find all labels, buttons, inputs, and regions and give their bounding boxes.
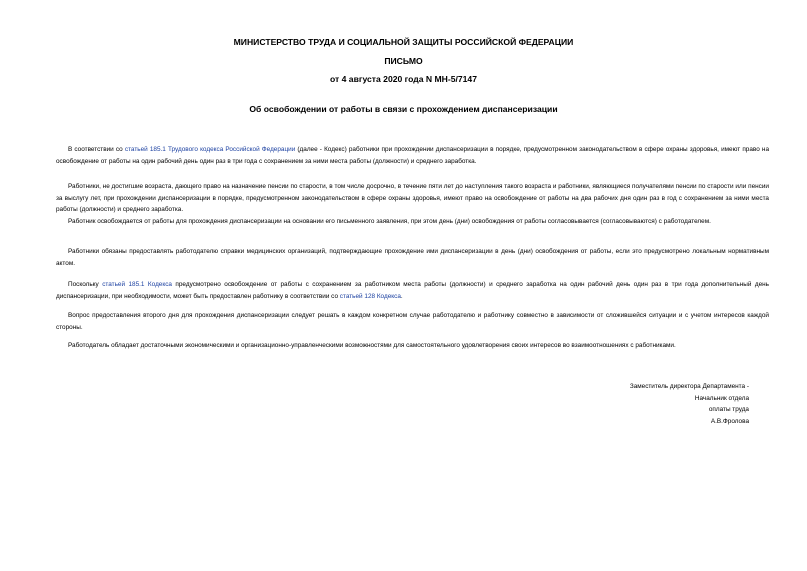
paragraph-5-text-end: . — [400, 292, 403, 300]
paragraph-1 — [56, 144, 769, 167]
signature-position-line-2: Начальник отдела — [694, 394, 749, 402]
document-type: ПИСЬМО — [384, 56, 423, 66]
paragraph-7-text: Работодатель обладает достаточными экономическими и организационно-управленческими возможностями для самостоятельного удовлетворения своих интересов во взаимоотношениях с работниками. — [68, 342, 676, 349]
paragraph-6-text: Вопрос предоставления второго дня для прохождения диспансеризации следует решать в каждом конкретном случае работодателю и работнику совместно в зависимости от сложившейся ситуации и с учетом интересов каждой стороны. — [56, 312, 769, 331]
signature-name: А.В.Фролова — [710, 417, 749, 425]
paragraph-4-text: Работники обязаны предоставлять работодателю справки медицинских организаций, подтверждающие прохождение ими диспансеризации в день (дни) освобождения от работы, если это предусмотрено локальным нормативным актом. — [56, 248, 769, 267]
signature-position-line-1: Заместитель директора Департамента - — [629, 383, 749, 390]
document-subject: Об освобождении от работы в связи с прохождением диспансеризации — [249, 104, 558, 114]
paragraph-4 — [56, 246, 769, 269]
paragraph-5-text-start: Поскольку — [68, 281, 103, 288]
paragraph-2 — [56, 181, 769, 216]
paragraph-7 — [56, 340, 769, 352]
paragraph-5-text-middle: предусмотрено освобождение от работы с сохранением за работником места работы (должности) и среднего заработка на один рабочий день один раз в три года дополнительный день диспансеризации, при необходимости, может быть предоставлен работнику в соответствии со — [56, 281, 769, 300]
signature-block — [630, 381, 749, 427]
link-article-128-code[interactable]: статьей 128 Кодекса — [339, 292, 401, 300]
paragraph-2-text: Работники, не достигшие возраста, дающего право на назначение пенсии по старости, в том числе досрочно, в течение пяти лет до наступления такого возраста и работники, являющиеся получателями пенсии по старости или пенсии за выслугу лет, при прохождении диспансеризации в порядке, предусмотренном законодательством в сфере охраны здоровья, имеют право на освобождение от работы на два рабочих дня один раз в год с сохранением за ними места работы (должности) и среднего заработка. — [56, 183, 769, 213]
link-article-185-1-labor-code[interactable]: статьей 185.1 Трудового кодекса Российской Федерации — [124, 146, 296, 153]
paragraph-3-text: Работник освобождается от работы для прохождения диспансеризации на основании его письменного заявления, при этом день (дни) освобождения от работы согласовывается (согласовываются) с работодателем. — [68, 218, 711, 225]
paragraph-6 — [56, 310, 769, 333]
paragraph-5 — [56, 279, 769, 302]
paragraph-3 — [56, 216, 769, 228]
link-article-185-1-code[interactable]: статьей 185.1 Кодекса — [102, 281, 172, 288]
paragraph-1-text-end: (далее - Кодекс) работники при прохождении диспансеризации в порядке, предусмотренном законодательством в сфере охраны здоровья, имеют право на освобождение от работы на один рабочий день один раз в три года с сохранением за ними места работы (должности) и среднего заработка. — [56, 146, 770, 165]
signature-position-line-3: оплаты труда — [708, 406, 749, 414]
ministry-heading: МИНИСТЕРСТВО ТРУДА И СОЦИАЛЬНОЙ ЗАЩИТЫ РОССИЙСКОЙ ФЕДЕРАЦИИ — [233, 37, 574, 47]
paragraph-1-text-start: В соответствии со — [68, 146, 125, 153]
document-date-number: от 4 августа 2020 года N МН-5/7147 — [330, 74, 477, 84]
